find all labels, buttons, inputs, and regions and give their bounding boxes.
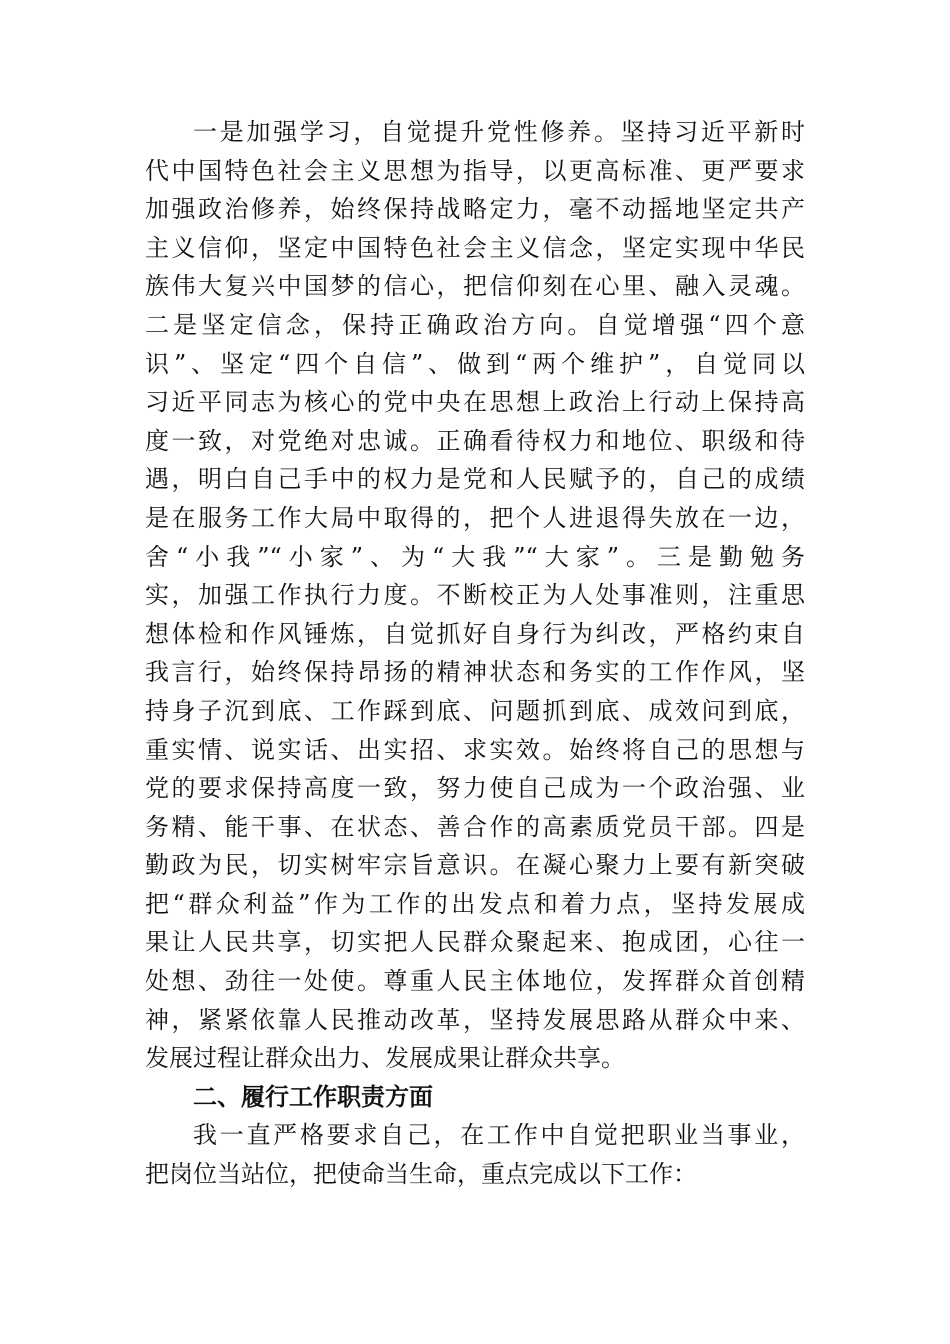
paragraph-line: 度一致，对党绝对忠诚。正确看待权力和地位、职级和待 [145,426,805,455]
paragraph-line: 想体检和作风锤炼，自觉抓好自身行为纠改，严格约束自 [145,619,805,648]
paragraph-line: 代中国特色社会主义思想为指导，以更高标准、更严要求 [145,156,805,185]
paragraph-line: 神，紧紧依靠人民推动改革，坚持发展思路从群众中来、 [145,1005,805,1034]
paragraph-line: 我言行，始终保持昂扬的精神状态和务实的工作作风，坚 [145,658,805,687]
document-body [145,113,805,1194]
paragraph-line: 勤政为民，切实树牢宗旨意识。在凝心聚力上要有新突破 [145,851,805,880]
paragraph-line: 持身子沉到底、工作踩到底、问题抓到底、成效问到底， [145,696,805,725]
paragraph-line: 族伟大复兴中国梦的信心，把信仰刻在心里、融入灵魂。 [145,272,805,301]
paragraph-line: 习近平同志为核心的党中央在思想上政治上行动上保持高 [145,388,805,417]
paragraph-line: 重实情、说实话、出实招、求实效。始终将自己的思想与 [145,735,805,764]
closing-paragraph-line: 把岗位当站位，把使命当生命，重点完成以下工作： [145,1160,697,1189]
paragraph-line: 一是加强学习，自觉提升党性修养。坚持习近平新时 [193,118,805,146]
paragraph-line: 遇，明白自己手中的权力是党和人民赋予的，自己的成绩 [145,465,805,494]
paragraph-line: 果让人民共享，切实把人民群众聚起来、抱成团，心往一 [145,928,805,957]
paragraph-line: 处想、劲往一处使。尊重人民主体地位，发挥群众首创精 [145,967,805,996]
paragraph-line: 党的要求保持高度一致，努力使自己成为一个政治强、业 [145,774,805,803]
paragraph-line: 发展过程让群众出力、发展成果让群众共享。 [145,1044,625,1073]
paragraph-line: 实，加强工作执行力度。不断校正为人处事准则，注重思 [145,581,805,610]
closing-paragraph-line: 我一直严格要求自己，在工作中自觉把职业当事业， [193,1121,805,1150]
paragraph-line: 加强政治修养，始终保持战略定力，毫不动摇地坚定共产 [145,195,805,224]
paragraph-line: 识”、坚定“四个自信”、做到“两个维护”，自觉同以 [145,349,805,378]
paragraph-line: 舍“小我”“小家”、为“大我”“大家”。三是勤勉务 [145,542,805,571]
section-heading: 二、履行工作职责方面 [193,1082,433,1111]
paragraph-line: 主义信仰，坚定中国特色社会主义信念，坚定实现中华民 [145,233,805,262]
paragraph-line: 把“群众利益”作为工作的出发点和着力点，坚持发展成 [145,889,805,918]
paragraph-line: 务精、能干事、在状态、善合作的高素质党员干部。四是 [145,812,805,841]
paragraph-line: 是在服务工作大局中取得的，把个人进退得失放在一边， [145,503,805,532]
paragraph-line: 二是坚定信念，保持正确政治方向。自觉增强“四个意 [145,310,805,339]
